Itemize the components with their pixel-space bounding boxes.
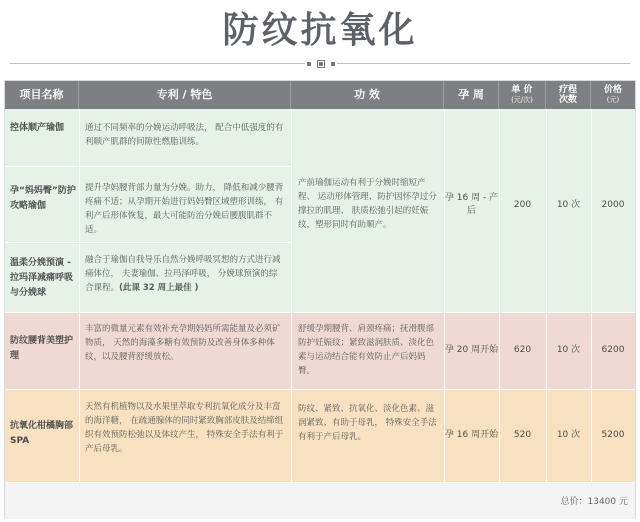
row4-name: 防纹腰背美塑护理: [10, 336, 74, 361]
row4-sessions: 10 次: [556, 345, 581, 355]
group1-effect: 产前瑜伽运动有利于分娩时缩短产程、 运动形体管理、防护因怀孕过分撑拉的肌理、 肤质松弛引起的妊娠纹，塑形同时有助顺产。: [298, 178, 437, 230]
header-effect: 功 效: [291, 81, 444, 109]
row2-name: 孕“妈妈臀”防护攻略瑜伽: [10, 186, 76, 211]
header-price: [591, 81, 635, 109]
row4-feature: 丰富的微量元素有效补充孕期妈妈所需能量及必须矿物质， 天然的海藻多糖有效预防及改善身体多种体纹，以及腰背舒缓放松。: [85, 324, 281, 362]
row5-feature: 天然有机植物以及水果里萃取专利抗氧化成分及丰富的海洋糖， 在疏通腺体的同时紧致胸部皮肤及结缔组织有效预防松弛以及体纹产生， 特殊安全手法有利于产后母乳。: [85, 402, 284, 454]
group1-period: 孕 16 周 - 产后: [444, 193, 499, 216]
header-feature: 专利 / 特色: [79, 81, 291, 109]
row1-feature: 通过不同频率的分娩运动呼吸法， 配合中低强度的有利顺产肌群的间隙性燃脂训练。: [85, 123, 284, 147]
total-price: 总价：13400 元: [560, 497, 628, 507]
row3-feature: [85, 253, 285, 295]
row5-price: 5200: [601, 430, 625, 440]
page-title: 防纹抗氧化: [222, 10, 418, 51]
row3-feature-note: (此课 32 周上最佳 ): [119, 283, 199, 293]
row3-feature-text: 融合于瑜伽自我导乐自然分娩呼吸冥想的方式进行减痛体位， 夫妻瑜伽、拉玛泽呼吸， 分娩球预演的综合课程。: [85, 255, 281, 293]
header-unit-price: [499, 81, 546, 109]
header-price-sub: (元): [606, 96, 620, 104]
row5-period: 孕 16 周开始: [444, 430, 499, 440]
group1-sessions: 10 次: [556, 200, 581, 210]
header-period: 孕 周: [444, 81, 499, 109]
row5-unit-price: 520: [513, 430, 532, 440]
total-band: [5, 482, 635, 519]
row4-unit-price: 620: [513, 345, 532, 355]
divider-ornament-icon: [307, 58, 335, 69]
divider-right: [337, 63, 630, 64]
header-sessions-sub: 次数: [558, 95, 577, 105]
row3-name: 温柔分娩预演 - 拉玛泽减痛呼吸与分娩球: [10, 258, 74, 298]
row2-feature: 提升孕妈腰背部力量为分娩。助力， 降低和减少腰背疼痛不适；从孕期开始进行妈妈臀区域塑形训练， 有利产后形体恢复，最大可能防治分娩后腰腹肌群不适。: [85, 183, 284, 235]
row4-period: 孕 20 周开始: [444, 345, 499, 355]
header-name: 项目名称: [5, 81, 79, 109]
header-unit-price-label: 单 价: [511, 85, 533, 95]
row5-sessions: 10 次: [556, 430, 581, 440]
group1-unit-price: 200: [513, 200, 532, 210]
row4-price: 6200: [601, 345, 625, 355]
row5-effect: 防纹、紧致、抗氧化、淡化色素、滋润紧致、有助于母乳， 特殊安全手法有利于产后母乳。: [298, 404, 437, 442]
header-sessions-label: 疗程: [558, 85, 577, 95]
row4-effect: 舒缓孕期腰背、肩颈疼痛；抚滑腹部防护妊娠纹；紧致滋润肤质、淡化色素与运动结合能有效防止产后妈妈臀。: [298, 324, 435, 376]
divider-left: [10, 63, 305, 64]
header-sessions: [546, 81, 591, 109]
row1-name: 控体顺产瑜伽: [10, 123, 65, 133]
row5-name: 抗氧化柑橘胸部 SPA: [10, 421, 74, 446]
group1-price: 2000: [601, 200, 625, 210]
header-unit-price-sub: (元/次): [511, 96, 533, 104]
header-price-label: 价格: [603, 85, 622, 95]
